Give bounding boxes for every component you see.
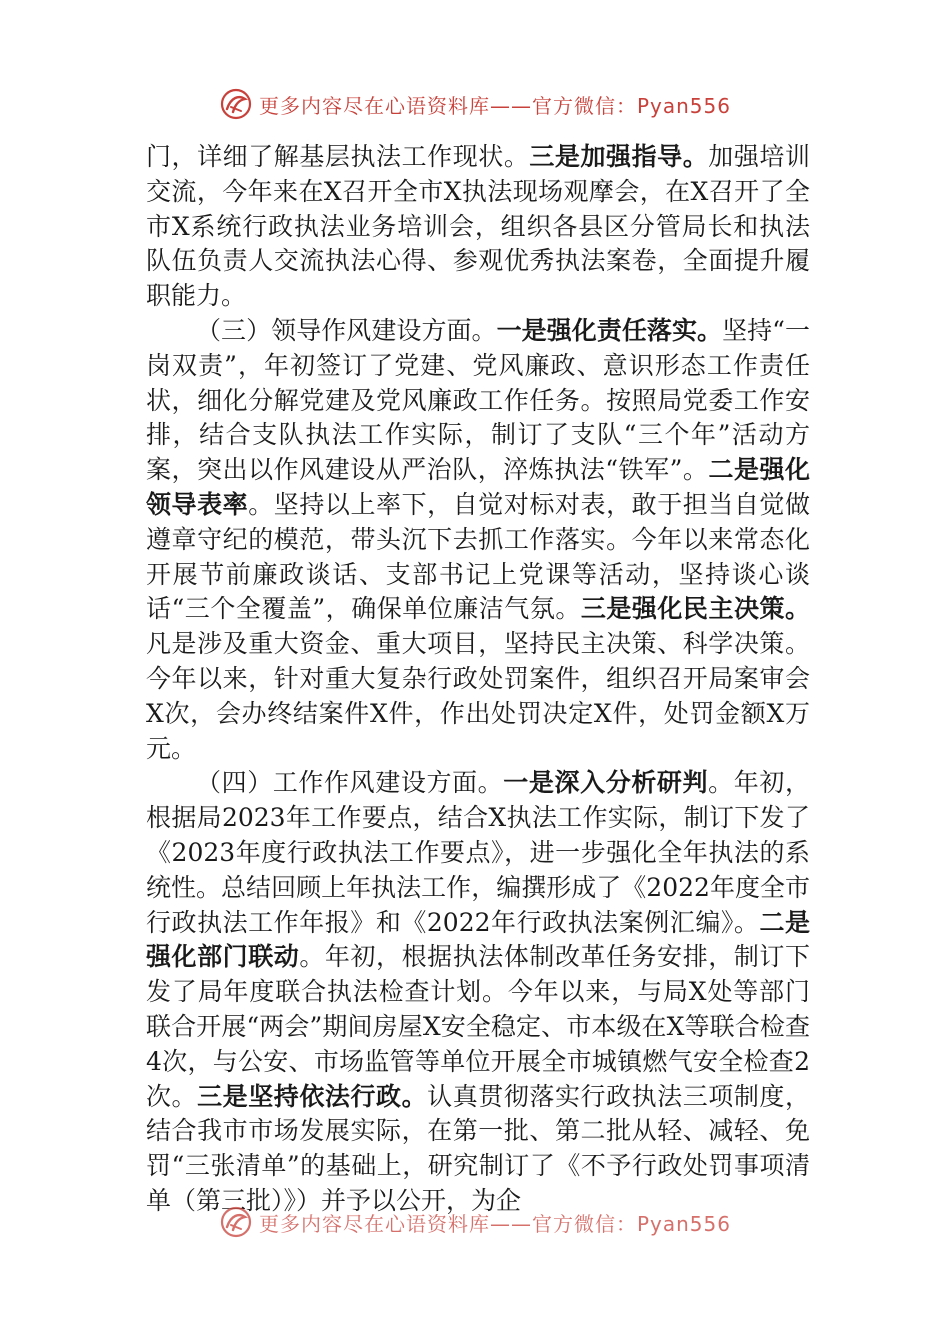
- text-run: 加强培训交流，今年来在X召开全市X执法现场观摩会，在X召开了全市X系统行政执法业务培训会，组织各县区分管局长和执法队伍负责人交流执法心得、参观优秀执法案卷，全面提升履职能力。: [146, 142, 810, 311]
- text-run: 坚持“一岗双责”，年初签订了党建、党风廉政、意识形态工作责任状，细化分解党建及党风廉政工作任务。按照局党委工作安排，结合支队执法工作实际，制订了支队“三个年”活动方案，突出以作风建设从严治队，淬炼执法“铁军”。: [146, 315, 810, 485]
- text-run: 。年初，根据局2023年工作要点，结合X执法工作实际，制订下发了《2023年度行政执法工作要点》，进一步强化全年执法的系统性。总结回顾上年执法工作，编撰形成了《2022年度全市行政执法工作年报》和《2022年行政执法案例汇编》。: [146, 768, 810, 937]
- text-run: 门，详细了解基层执法工作现状。: [146, 142, 530, 171]
- watermark-text: 更多内容尽在心语资料库——官方微信：Pyan556: [258, 1211, 731, 1236]
- bold-heading: 二是强化领导表率: [146, 455, 810, 519]
- bold-heading: 三是强化民主决策。: [580, 594, 810, 624]
- paragraph: [146, 140, 810, 314]
- stamp-logo-icon: [219, 1205, 253, 1239]
- text-run: 。坚持以上率下，自觉对标对表，敢于担当自觉做遵章守纪的模范，带头沉下去抓工作落实。今年以来常态化开展节前廉政谈话、支部书记上党课等活动，坚持谈心谈话“三个全覆盖”，确保单位廉洁气氛。: [146, 489, 810, 624]
- bold-heading: 三是加强指导。: [529, 142, 709, 171]
- bold-heading: 一是深入分析研判: [503, 768, 709, 798]
- text-run: 认真贯彻落实行政执法三项制度，结合我市市场发展实际，在第一批、第二批从轻、减轻、免罚“三张清单”的基础上，研究制订了《不予行政处罚事项清单（第三批）》）并予以公开，为企: [146, 1081, 810, 1215]
- document-body: [146, 140, 810, 1219]
- watermark-text: 更多内容尽在心语资料库——官方微信：Pyan556: [258, 93, 731, 118]
- bold-heading: 二是强化部门联动: [146, 907, 810, 972]
- footer-watermark: [0, 1202, 950, 1242]
- bold-heading: 三是坚持依法行政。: [197, 1081, 428, 1111]
- stamp-logo-icon: [219, 87, 253, 121]
- paragraph: [146, 766, 810, 1218]
- header-watermark: [0, 84, 950, 124]
- bold-heading: 一是强化责任落实。: [496, 315, 723, 345]
- text-run: 凡是涉及重大资金、重大项目，坚持民主决策、科学决策。今年以来，针对重大复杂行政处罚案件，组织召开局案审会X次，会办终结案件X件，作出处罚决定X件，处罚金额X万元。: [146, 629, 810, 763]
- section-heading: （三）领导作风建设方面。: [196, 315, 497, 345]
- section-heading: （四）工作作风建设方面。: [196, 768, 504, 798]
- text-run: 。年初，根据执法体制改革任务安排，制订下发了局年度联合执法检查计划。今年以来，与局X处等部门联合开展“两会”期间房屋X安全稳定、市本级在X等联合检查4次，与公安、市场监管等单位开展全市城镇燃气安全检查2次。: [146, 942, 810, 1111]
- paragraph: [146, 314, 810, 766]
